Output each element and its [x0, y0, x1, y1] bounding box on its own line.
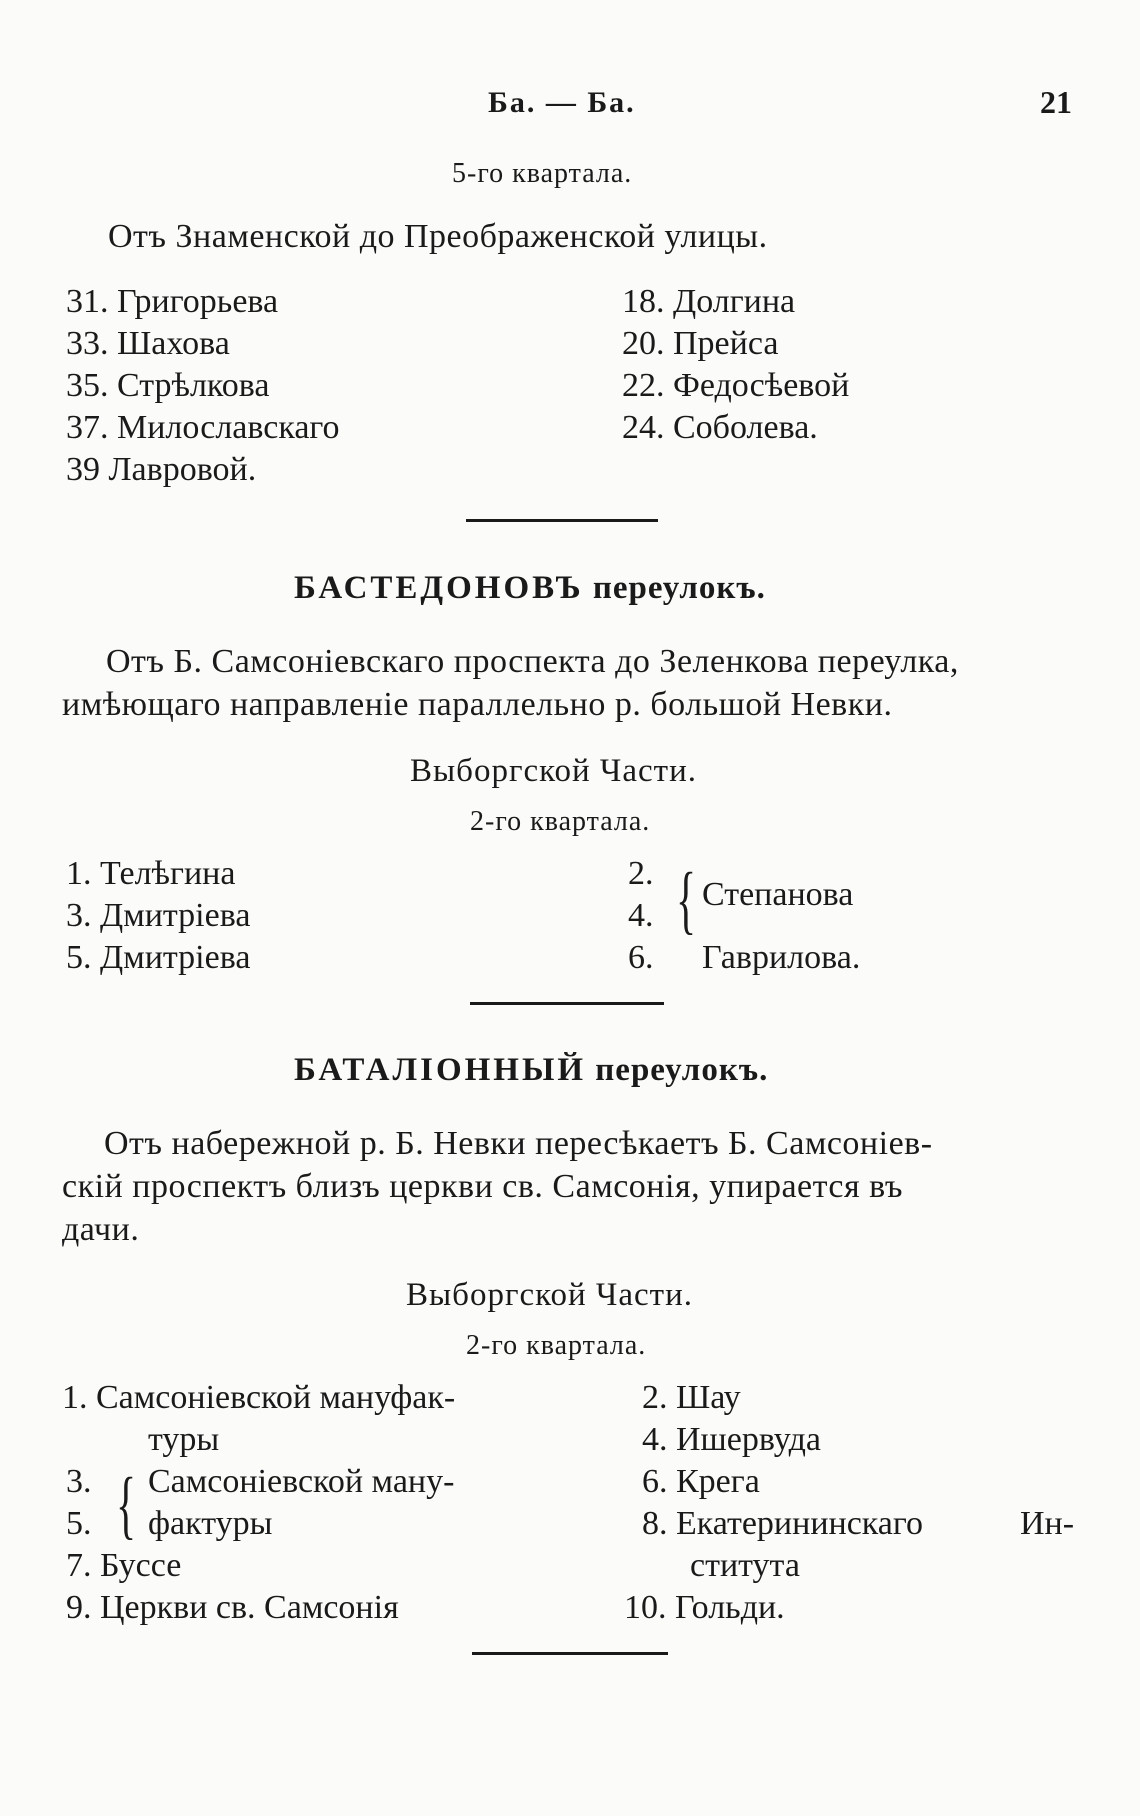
page-number: 21 [1040, 84, 1072, 120]
house-entry: 10. Гольди. [624, 1589, 785, 1626]
brace-icon: { [676, 858, 697, 942]
house-entry: 31. Григорьева [66, 283, 279, 320]
house-entry: туры [148, 1421, 220, 1458]
section-title [294, 1052, 768, 1089]
lane-description: дачи. [62, 1211, 140, 1248]
street-range: Отъ Знаменской до Преображенской улицы. [108, 218, 768, 255]
house-entry: 20. Прейса [622, 325, 779, 362]
section-divider [466, 519, 658, 522]
lane-name: БАСТЕДОНОВЪ [294, 570, 584, 606]
house-entry: 4. Ишервуда [642, 1421, 821, 1458]
house-entry: 18. Долгина [622, 283, 796, 320]
district-label: Выборгской Части. [406, 1277, 693, 1313]
house-entry: Самсоніевской ману- [148, 1463, 455, 1500]
lane-word: переулокъ. [595, 1052, 769, 1088]
house-entry: 24. Соболева. [622, 409, 818, 446]
house-number: 2. [628, 855, 654, 892]
house-entry: 9. Церкви св. Самсонія [66, 1589, 399, 1626]
house-entry: 33. Шахова [66, 325, 230, 362]
house-entry: фактуры [148, 1505, 273, 1542]
section-divider [472, 1652, 668, 1655]
house-entry: 8. Екатерининскаго [642, 1505, 923, 1542]
quarter-label: 5-го квартала. [452, 158, 633, 189]
quarter-label: 2-го квартала. [470, 806, 651, 837]
house-number: 6. [628, 939, 654, 976]
quarter-label: 2-го квартала. [466, 1330, 647, 1361]
lane-description: имѣющаго направленіе параллельно р. большой Невки. [62, 686, 893, 723]
house-entry: 37. Милославскаго [66, 409, 340, 446]
lane-name: БАТАЛІОННЫЙ [294, 1052, 587, 1088]
district-label: Выборгской Части. [410, 753, 697, 789]
house-number: 4. [628, 897, 654, 934]
lane-word: переулокъ. [592, 570, 766, 606]
house-entry: Ин- [1020, 1505, 1075, 1542]
section-divider [470, 1002, 664, 1005]
house-entry: 3. Дмитріева [66, 897, 251, 934]
house-entry: 22. Федосѣевой [622, 367, 850, 404]
house-entry: 7. Буссе [66, 1547, 182, 1584]
lane-description: Отъ Б. Самсоніевскаго проспекта до Зеленкова переулка, [106, 643, 959, 680]
house-number: 5. [66, 1505, 92, 1542]
section-title [294, 570, 766, 607]
running-header: Ба. — Ба. [488, 86, 636, 119]
house-entry: 35. Стрѣлкова [66, 367, 270, 404]
house-entry: 39 Лавровой. [66, 451, 257, 488]
house-entry: 6. Крега [642, 1463, 760, 1500]
house-entry: 1. Самсоніевской мануфак- [62, 1379, 456, 1416]
house-number: 3. [66, 1463, 92, 1500]
lane-description: Отъ набережной р. Б. Невки пересѣкаетъ Б. Самсоніев- [104, 1125, 933, 1162]
house-entry: 2. Шау [642, 1379, 741, 1416]
house-entry: 5. Дмитріева [66, 939, 251, 976]
house-entry: 1. Телѣгина [66, 855, 236, 892]
brace-icon: { [116, 1463, 137, 1547]
house-entry: Степанова [702, 876, 854, 913]
house-entry: Гаврилова. [702, 939, 861, 976]
house-entry: ститута [690, 1547, 800, 1584]
lane-description: скій проспектъ близъ церкви св. Самсонія, упирается въ [62, 1168, 903, 1205]
